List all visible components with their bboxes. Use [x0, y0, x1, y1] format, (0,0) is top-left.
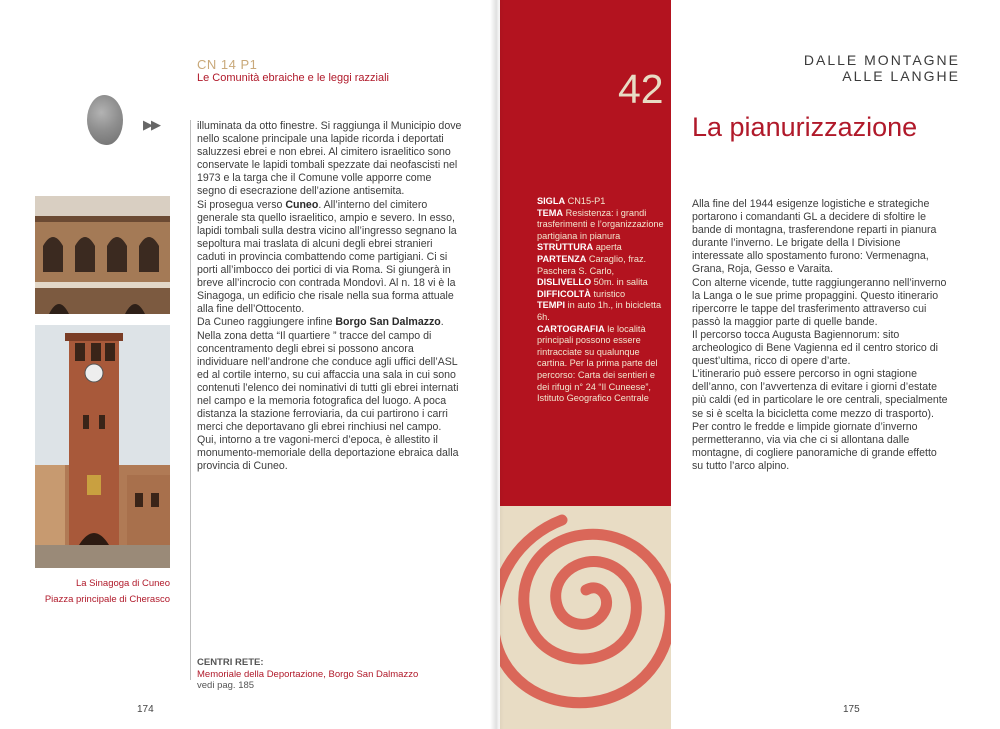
centri-rete	[197, 657, 457, 692]
photo-sinagoga-cuneo	[35, 196, 170, 314]
double-right-arrow-icon: ▶▶	[143, 117, 159, 132]
stone-icon	[87, 95, 123, 145]
section-header-line1: DALLE MONTAGNE	[803, 52, 960, 68]
paragraph: Il percorso tocca Augusta Bagiennorum: sito archeologico di Bene Vagienna ed il centro storico di quest’ultima, ricco di opere d’arte.	[692, 328, 938, 368]
section-header	[752, 52, 960, 84]
paragraph: illuminata da otto finestre. Si raggiunga il Municipio dove nello scalone principale una lapide ricorda i deportati saluzzesi ebrei e non ebrei. Al cimitero israelitico sono conservate le lapidi tombali spezzate dai neofascisti nel 1973 e la targa che il Comune volle apporre come segno di esecrazione dell’azione antisemita.	[197, 120, 462, 198]
photo-caption-sinagoga: La Sinagoga di Cuneo	[75, 578, 170, 589]
route-code: CN 14 P1	[197, 57, 258, 72]
place-borgo-san-dalmazzo: Borgo San Dalmazzo	[335, 316, 441, 329]
page-title: La pianurizzazione	[692, 112, 918, 142]
route-number: 42	[618, 66, 664, 112]
section-header-line2: ALLE LANGHE	[842, 68, 960, 84]
right-body-text	[692, 198, 950, 473]
left-body-text	[197, 120, 462, 474]
photo-piazza-cherasco	[35, 325, 170, 568]
book-spine	[490, 0, 504, 729]
paragraph: L’itinerario può essere percorso in ogni stagione dell’anno, con l’avvertenza di evitare i giorni d’estate più caldi (ed in particolare le ore centrali, specialmente se si è scelta la bicicletta come mezzo di trasporto). Per contro le fredde e limpide giornate d’inverno permetteranno, via via che ci si allontana dalle montagne, di cogliere panoramiche di grande effetto su tutto l’arco alpino.	[692, 368, 948, 472]
centri-rete-page-ref: vedi pag. 185	[197, 680, 255, 691]
paragraph: Alla fine del 1944 esigenze logistiche e strategiche portarono i comandanti GL a decidere di sfoltire le bande di montagna, trasferendone reparti in pianura durante l’inverno. Le brigate della I Divisione interessate allo spostamento furono: Vermenagna, Grana, Roja, Gesso e Varaita.	[692, 198, 937, 276]
section-subtitle: Le Comunità ebraiche e le leggi razziali	[197, 72, 389, 84]
place-cuneo: Cuneo	[285, 198, 319, 211]
centri-rete-link[interactable]: Memoriale della Deportazione, Borgo San Dalmazzo	[197, 668, 419, 680]
paragraph: Si prosegua verso Cuneo. All’interno del cimitero generale sta quello israelitico, ampio e severo. In esso, lapidi tombali sulla destra vicino all’ingresso segnano la sepoltura mai traslata di alcuni degli ebrei stranieri caduti in provincia combattendo come partigiani. Ci si porti all’imbocco dei portici di via Roma. Si giungerà in breve all’incrocio con contrada Mondovì. Al n. 18 vi è la Sinagoga, un edificio che risale nella sua forma attuale alla fine dell’Ottocento.	[197, 198, 457, 316]
paragraph: Da Cuneo raggiungere infine Borgo San Dalmazzo. Nella zona detta “Il quartiere ” tracce del campo di concentramento degli ebrei si possono ancora individuare nell’androne che conduce agli uffici dell’ASL ed al cortile interno, su cui affaccia una sala in cui sono contenuti l’elenco dei nominativi di tutti gli ebrei internati nel campo e la memoria fotografica del luogo. A poca distanza la stazione ferroviaria, da cui partirono i carri merci che deportavano gli ebrei rinchiusi nel campo. Qui, intorno a tre vagoni-merci d’epoca, è allestito il monumento-memoriale della deportazione ebraica dalla provincia di Cuneo.	[197, 316, 459, 473]
spiral-decoration-icon	[500, 440, 671, 729]
page-number-right: 175	[843, 704, 860, 715]
route-info-box: SIGLA CN15-P1 TEMA Resistenza: i grandi trasferimenti e l’organizzazione partigiana in pianura STRUTTURA aperta PARTENZA Caraglio, fraz. Paschera S. Carlo, DISLIVELLO 50m. in salita DIFFICOLTÀ turistico TEMPI in auto 1h., in bicicletta 6h. CARTOGRAFIA le località principali possono essere rintracciate su qualunque cartina. Per la prima parte del percorso: Carta dei sentieri e dei rifugi n° 24 “Il Cuneese”, Istituto Geografico Centrale	[537, 196, 664, 404]
centri-rete-title: CENTRI RETE:	[197, 657, 264, 668]
column-divider	[190, 120, 191, 680]
paragraph: Con alterne vicende, tutte raggiungeranno nell’inverno la Langa o le sue prime propaggini. Questo itinerario ripercorre le tappe del trasferimento attraverso cui passò la maggior parte di quelle bande.	[692, 276, 947, 328]
page-number-left: 174	[137, 704, 154, 715]
photo-caption-cherasco: Piazza principale di Cherasco	[44, 594, 170, 605]
